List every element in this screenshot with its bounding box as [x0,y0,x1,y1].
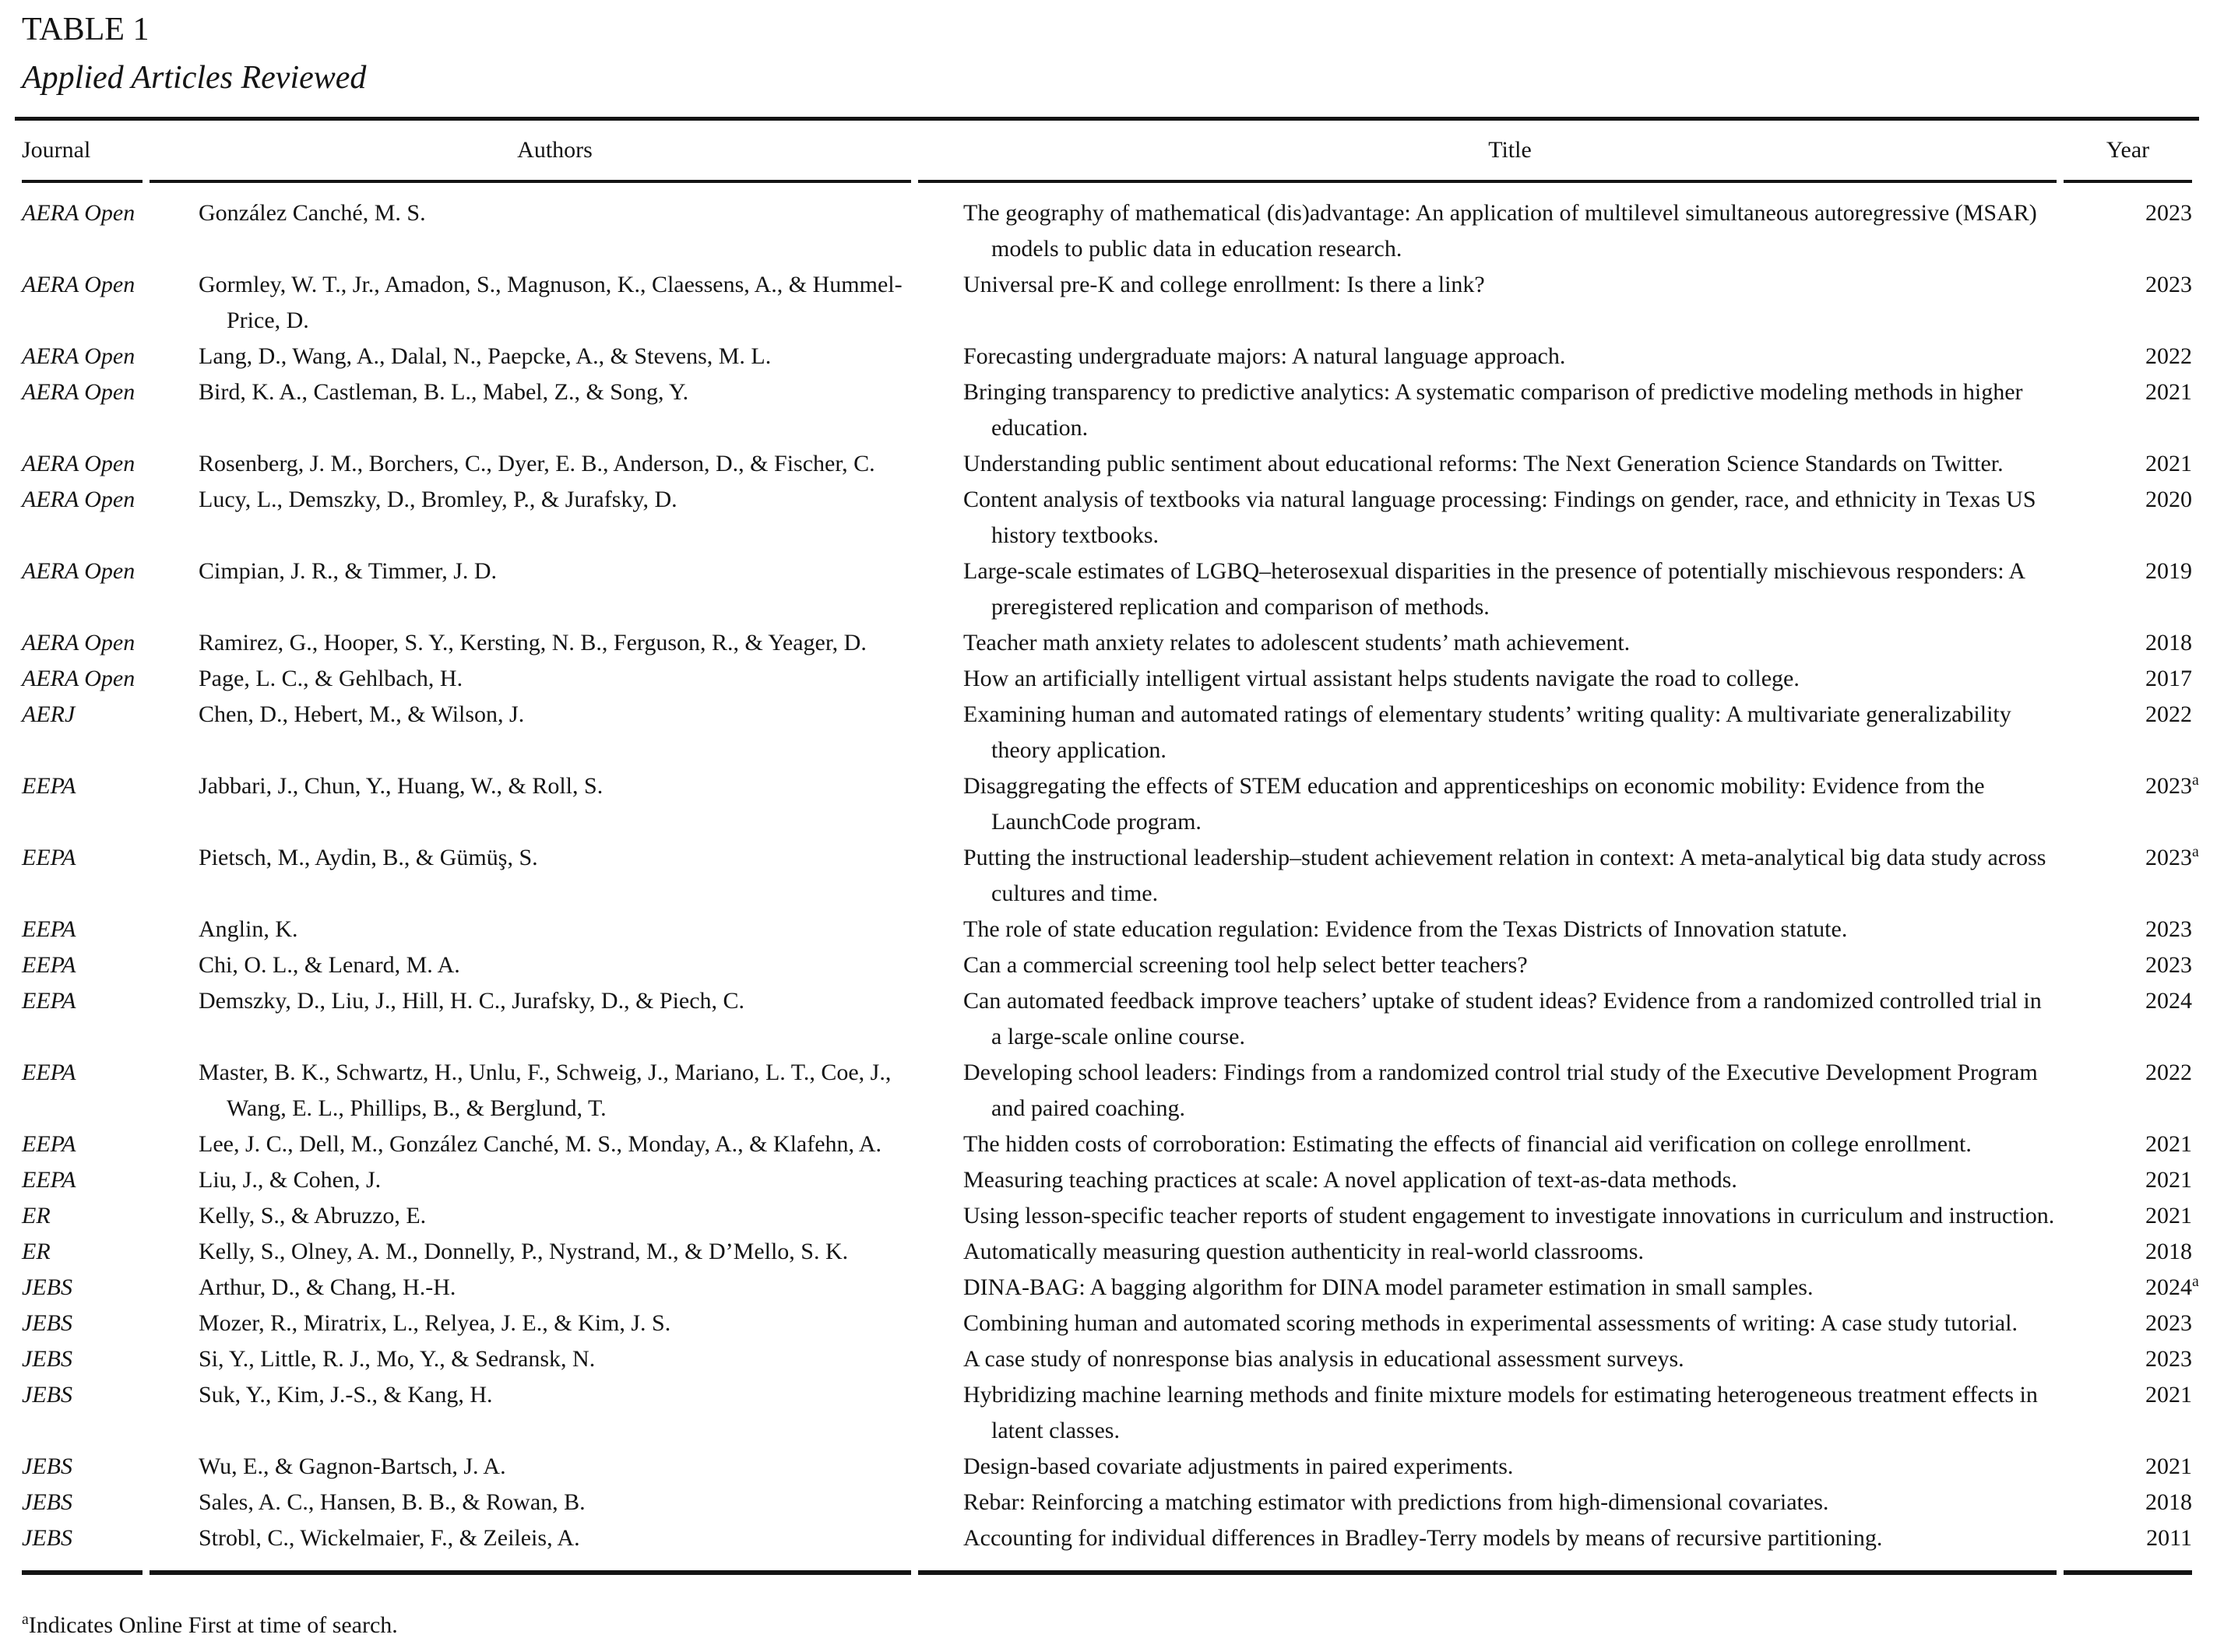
title-cell: Disaggregating the effects of STEM education and apprenticeships on economic mobility: Evidence from the LaunchCode program. [963,773,1985,835]
table-row [22,1341,2192,1377]
table-row [22,912,2192,947]
authors-cell: Lucy, L., Demszky, D., Bromley, P., & Jurafsky, D. [199,487,677,512]
year-cell: 2020 [2145,487,2192,512]
authors-cell: Master, B. K., Schwartz, H., Unlu, F., Schweig, J., Mariano, L. T., Coe, J., Wang, E. L., Phillips, B., & Berglund, T. [199,1060,892,1121]
title-cell: DINA-BAG: A bagging algorithm for DINA model parameter estimation in small samples. [963,1274,1814,1300]
journal-cell: EEPA [22,845,76,870]
authors-cell: Page, L. C., & Gehlbach, H. [199,666,463,691]
table-row [22,446,2192,482]
year-cell: 2023 [2145,1346,2192,1372]
year-cell: 2021 [2145,451,2192,476]
year-cell: 2017 [2145,666,2192,691]
year-cell: 2023 [2145,1310,2192,1336]
title-cell: Developing school leaders: Findings from a randomized control trial study of the Executive Development Program and paired coaching. [963,1060,2038,1121]
title-cell: Examining human and automated ratings of elementary students’ writing quality: A multivariate generalizability theory application. [963,701,2011,763]
year-cell: 2022 [2145,343,2192,369]
journal-cell: JEBS [22,1346,72,1372]
table-number-label: TABLE 1 [22,12,150,47]
authors-cell: Jabbari, J., Chun, Y., Huang, W., & Roll, S. [199,773,603,799]
title-cell: The geography of mathematical (dis)advantage: An application of multilevel simultaneous autoregressive (MSAR) models to public data in education research. [963,200,2037,262]
table-row [22,1485,2192,1520]
title-cell: How an artificially intelligent virtual assistant helps students navigate the road to college. [963,666,1800,691]
table-row [22,1520,2192,1575]
journal-cell: AERA Open [22,558,135,584]
authors-cell: Liu, J., & Cohen, J. [199,1167,382,1193]
table-row [22,1127,2192,1162]
authors-cell: Anglin, K. [199,916,298,942]
applied-articles-table [15,117,2199,1575]
authors-cell: Gormley, W. T., Jr., Amadon, S., Magnuson, K., Claessens, A., & Hummel-Price, D. [199,272,903,333]
journal-cell: JEBS [22,1274,72,1300]
journal-cell: EEPA [22,1060,76,1085]
year-cell: 2023$^a$ [2145,843,2199,870]
table-row [22,339,2192,374]
year-cell: 2022 [2145,701,2192,727]
column-header-authors: Authors [150,121,911,183]
table-row [22,183,2192,267]
authors-cell: Kelly, S., Olney, A. M., Donnelly, P., Nystrand, M., & D’Mello, S. K. [199,1239,849,1264]
journal-cell: AERA Open [22,487,135,512]
journal-cell: AERJ [22,701,76,727]
authors-cell: Wu, E., & Gagnon-Bartsch, J. A. [199,1453,506,1479]
journal-cell: AERA Open [22,343,135,369]
year-cell: 2021 [2145,1453,2192,1479]
journal-cell: AERA Open [22,630,135,656]
journal-cell: AERA Open [22,379,135,405]
table-row [22,1198,2192,1234]
year-cell: 2023 [2145,916,2192,942]
year-cell: 2021 [2145,1167,2192,1193]
journal-cell: ER [22,1203,51,1228]
year-cell: 2023$^a$ [2145,772,2199,799]
year-cell: 2021 [2145,1382,2192,1408]
journal-cell: JEBS [22,1310,72,1336]
year-cell: 2023 [2145,200,2192,226]
title-cell: Understanding public sentiment about educational reforms: The Next Generation Science Standards on Twitter. [963,451,2004,476]
year-cell: 2011 [2064,1520,2192,1575]
authors-cell: Demszky, D., Liu, J., Hill, H. C., Jurafsky, D., & Piech, C. [199,988,745,1014]
table-row [22,1234,2192,1270]
table-caption: Applied Articles Reviewed [22,60,367,96]
title-cell: Combining human and automated scoring methods in experimental assessments of writing: A case study tutorial. [963,1310,2018,1336]
year-cell: 2021 [2145,1131,2192,1157]
table-row [22,1270,2192,1306]
title-cell: Teacher math anxiety relates to adolescent students’ math achievement. [963,630,1631,656]
authors-cell: Chi, O. L., & Lenard, M. A. [199,952,460,978]
table-row [22,768,2192,840]
title-cell: Rebar: Reinforcing a matching estimator with predictions from high-dimensional covariates. [963,1489,1829,1515]
year-cell: 2023 [2145,952,2192,978]
authors-cell: Suk, Y., Kim, J.-S., & Kang, H. [199,1382,493,1408]
title-cell: Design-based covariate adjustments in paired experiments. [963,1453,1514,1479]
table-row [22,983,2192,1055]
title-cell: Forecasting undergraduate majors: A natural language approach. [963,343,1566,369]
table-row [22,554,2192,625]
articles-table-body [22,183,2199,1575]
title-cell: A case study of nonresponse bias analysis in educational assessment surveys. [963,1346,1684,1372]
journal-cell: EEPA [22,773,76,799]
journal-cell: AERA Open [22,272,135,297]
column-header-year: Year [2064,121,2192,183]
table-footnote [22,1608,2192,1643]
table-row [22,1055,2192,1127]
table-row [22,947,2192,983]
title-cell: Accounting for individual differences in Bradley-Terry models by means of recursive partitioning. [918,1520,2057,1575]
journal-cell: EEPA [22,1167,76,1193]
table-row [22,1377,2192,1449]
table-row [22,625,2192,661]
title-cell: The role of state education regulation: Evidence from the Texas Districts of Innovation statute. [963,916,1848,942]
authors-cell: Chen, D., Hebert, M., & Wilson, J. [199,701,525,727]
authors-cell: Cimpian, J. R., & Timmer, J. D. [199,558,498,584]
title-cell: Content analysis of textbooks via natural language processing: Findings on gender, race, and ethnicity in Texas US history textbooks. [963,487,2036,548]
title-cell: Can a commercial screening tool help select better teachers? [963,952,1528,978]
title-cell: Can automated feedback improve teachers’ uptake of student ideas? Evidence from a randomized controlled trial in a large-scale online course. [963,988,2042,1049]
table-row [22,1306,2192,1341]
authors-cell: Ramirez, G., Hooper, S. Y., Kersting, N. B., Ferguson, R., & Yeager, D. [199,630,867,656]
table-row [22,1449,2192,1485]
title-cell: Hybridizing machine learning methods and finite mixture models for estimating heterogeneous treatment effects in latent classes. [963,1382,2038,1443]
journal-cell: JEBS [22,1453,72,1479]
journal-cell: ER [22,1239,51,1264]
table-header [22,121,2192,183]
table-row [22,1162,2192,1198]
authors-cell: Si, Y., Little, R. J., Mo, Y., & Sedransk, N. [199,1346,596,1372]
authors-cell: Lang, D., Wang, A., Dalal, N., Paepcke, A., & Stevens, M. L. [199,343,772,369]
title-cell: Using lesson-specific teacher reports of student engagement to investigate innovations in curriculum and instruction. [963,1203,2055,1228]
journal-cell: JEBS [22,1520,143,1575]
authors-cell: Pietsch, M., Aydin, B., & Gümüş, S. [199,845,538,870]
journal-cell: EEPA [22,952,76,978]
year-cell: 2024 [2145,988,2192,1014]
table-row [22,374,2192,446]
journal-cell: EEPA [22,916,76,942]
year-cell: 2023 [2145,272,2192,297]
journal-cell: AERA Open [22,666,135,691]
column-header-journal: Journal [22,121,143,183]
table-row [22,661,2192,697]
year-cell: 2019 [2145,558,2192,584]
title-cell: Universal pre-K and college enrollment: Is there a link? [963,272,1485,297]
authors-cell: Sales, A. C., Hansen, B. B., & Rowan, B. [199,1489,586,1515]
year-cell: 2024$^a$ [2145,1273,2199,1300]
year-cell: 2018 [2145,1489,2192,1515]
journal-cell: JEBS [22,1489,72,1515]
authors-cell: Strobl, C., Wickelmaier, F., & Zeileis, A. [150,1520,911,1575]
title-cell: The hidden costs of corroboration: Estimating the effects of financial aid verification on college enrollment. [963,1131,1972,1157]
authors-cell: Rosenberg, J. M., Borchers, C., Dyer, E. B., Anderson, D., & Fischer, C. [199,451,875,476]
footnote-marker: a [22,1611,29,1628]
year-cell: 2022 [2145,1060,2192,1085]
footnote-text: Indicates Online First at time of search. [28,1612,398,1638]
year-cell: 2018 [2145,1239,2192,1264]
authors-cell: Kelly, S., & Abruzzo, E. [199,1203,427,1228]
authors-cell: Lee, J. C., Dell, M., González Canché, M. S., Monday, A., & Klafehn, A. [199,1131,882,1157]
table-row [22,697,2192,768]
authors-cell: Bird, K. A., Castleman, B. L., Mabel, Z., & Song, Y. [199,379,689,405]
year-cell: 2021 [2145,1203,2192,1228]
journal-cell: JEBS [22,1382,72,1408]
authors-cell: Mozer, R., Miratrix, L., Relyea, J. E., & Kim, J. S. [199,1310,671,1336]
authors-cell: Arthur, D., & Chang, H.-H. [199,1274,456,1300]
year-cell: 2018 [2145,630,2192,656]
header-row [22,121,2192,183]
year-cell: 2021 [2145,379,2192,405]
title-cell: Large-scale estimates of LGBQ–heterosexual disparities in the presence of potentially mischievous responders: A preregistered replication and comparison of methods. [963,558,2025,620]
table-row [22,840,2192,912]
journal-cell: AERA Open [22,451,135,476]
column-header-title: Title [918,121,2057,183]
authors-cell: González Canché, M. S. [199,200,426,226]
title-cell: Measuring teaching practices at scale: A novel application of text-as-data methods. [963,1167,1737,1193]
title-cell: Bringing transparency to predictive analytics: A systematic comparison of predictive modeling methods in higher education. [963,379,2023,441]
title-cell: Automatically measuring question authenticity in real-world classrooms. [963,1239,1644,1264]
table-row [22,267,2192,339]
journal-cell: EEPA [22,1131,76,1157]
journal-cell: EEPA [22,988,76,1014]
table-row [22,482,2192,554]
title-cell: Putting the instructional leadership–student achievement relation in context: A meta-analytical big data study across cultures and time. [963,845,2046,906]
journal-cell: AERA Open [22,200,135,226]
